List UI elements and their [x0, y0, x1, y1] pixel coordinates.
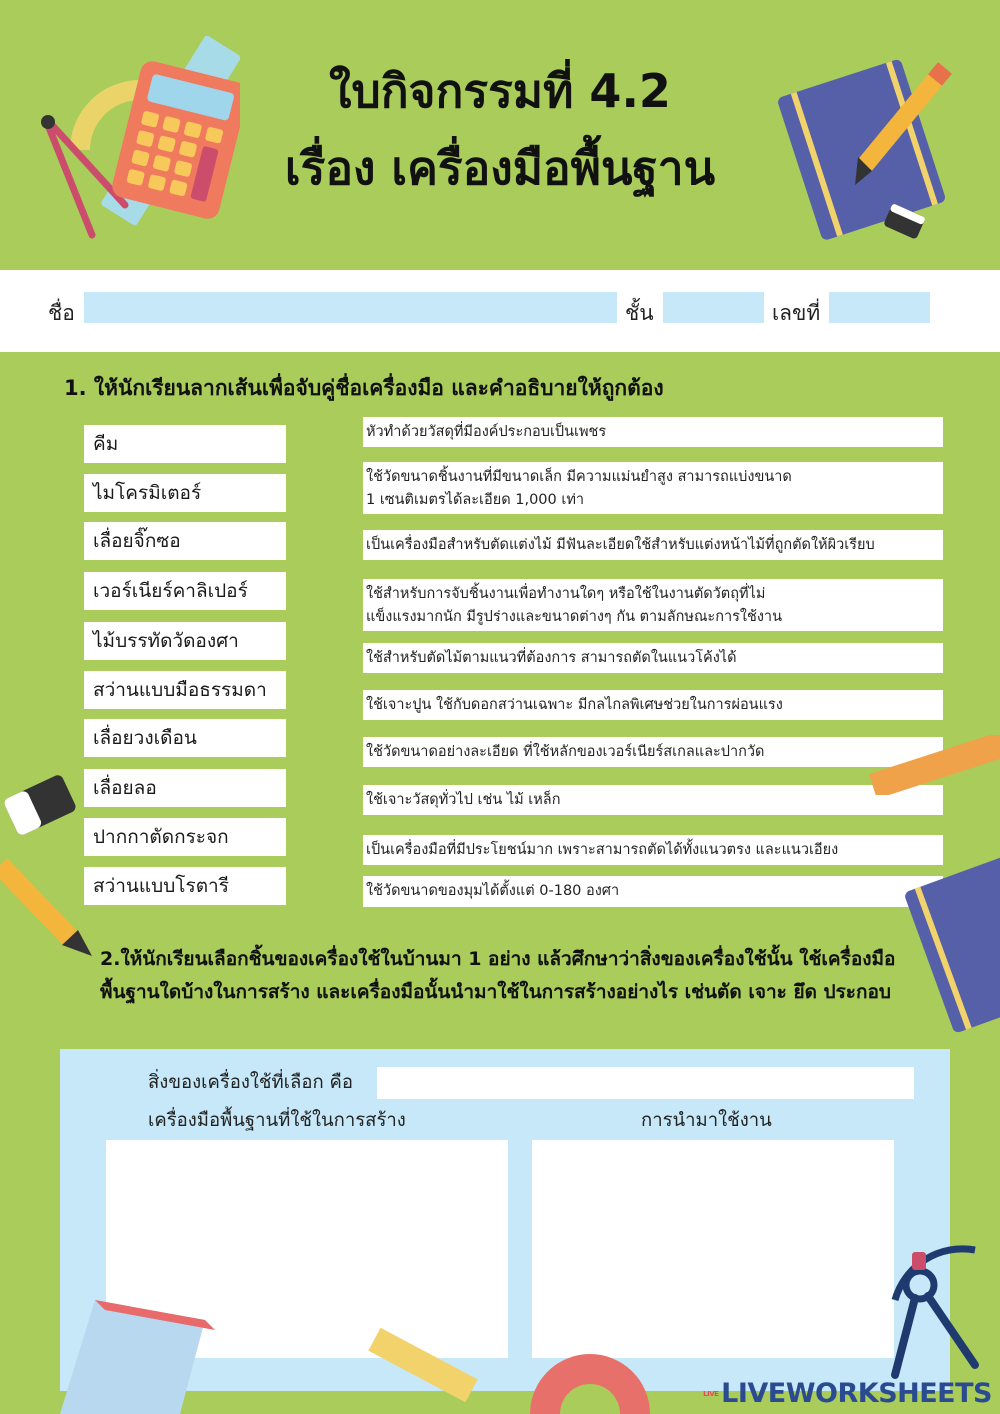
eraser-decoration	[0, 770, 80, 840]
book-icon	[60, 1300, 215, 1414]
logo-prefix: LIVE	[703, 1390, 719, 1398]
liveworksheets-logo	[703, 1378, 992, 1409]
usage-label: การนำมาใช้งาน	[641, 1110, 772, 1131]
ruler-icon	[869, 735, 1000, 795]
pencil-decoration-left	[0, 850, 100, 960]
ruler-icon	[368, 1328, 477, 1403]
question-1: 1. ให้นักเรียนลากเส้นเพื่อจับคู่ชื่อเครื่องมือ และคำอธิบายให้ถูกต้อง	[64, 376, 664, 400]
description-item[interactable]: หัวทำด้วยวัสดุที่มีองค์ประกอบเป็นเพชร	[363, 417, 943, 447]
eraser-icon	[3, 773, 78, 836]
page-title-line2: เรื่อง เครื่องมือพื้นฐาน	[284, 141, 716, 195]
chosen-item-field[interactable]	[377, 1067, 914, 1099]
ruler-decoration-right	[860, 735, 1000, 795]
tool-item[interactable]: เลื่อยจิ๊กซอ	[84, 522, 286, 560]
tool-item[interactable]: คีม	[84, 425, 286, 463]
page-title-line1: ใบกิจกรรมที่ 4.2	[329, 64, 671, 118]
description-item[interactable]: ใช้วัดขนาดของมุมได้ตั้งแต่ 0-180 องศา	[363, 876, 943, 907]
description-item[interactable]: ใช้วัดขนาดชิ้นงานที่มีขนาดเล็ก มีความแม่นยำสูง สามารถแบ่งขนาด 1 เซนติเมตรได้ละเอียด 1,000 เท่า	[363, 462, 943, 514]
tool-item[interactable]: สว่านแบบมือธรรมดา	[84, 671, 286, 709]
tool-item[interactable]: เลื่อยวงเดือน	[84, 719, 286, 757]
pencil-icon	[0, 865, 92, 956]
bottom-stationery-decoration	[0, 1280, 700, 1414]
chosen-item-label: สิ่งของเครื่องใช้ที่เลือก คือ	[148, 1072, 354, 1093]
number-field[interactable]	[829, 292, 930, 323]
description-item[interactable]: ใช้สำหรับตัดไม้ตามแนวที่ต้องการ สามารถตัดในแนวโค้งได้	[363, 643, 943, 673]
description-item[interactable]: ใช้เจาะวัสดุทั่วไป เช่น ไม้ เหล็ก	[363, 785, 943, 815]
description-item[interactable]: เป็นเครื่องมือที่มีประโยชน์มาก เพราะสามารถตัดได้ทั้งแนวตรง และแนวเอียง	[363, 835, 943, 865]
stationery-illustration-left	[30, 30, 240, 245]
tool-item[interactable]: ไมโครมิเตอร์	[84, 474, 286, 512]
tools-used-label: เครื่องมือพื้นฐานที่ใช้ในการสร้าง	[148, 1110, 406, 1131]
class-label: ชั้น	[625, 301, 654, 325]
tool-item[interactable]: ไม้บรรทัดวัดองศา	[84, 622, 286, 660]
logo-text: LIVEWORKSHEETS	[721, 1378, 992, 1409]
description-item[interactable]: เป็นเครื่องมือสำหรับตัดแต่งไม้ มีฟันละเอียดใช้สำหรับแต่งหน้าไม้ที่ถูกตัดให้ผิวเรียบ	[363, 530, 943, 560]
tool-item[interactable]: เลื่อยลอ	[84, 769, 286, 807]
tool-item[interactable]: ปากกาตัดกระจก	[84, 818, 286, 856]
number-label: เลขที่	[772, 301, 821, 325]
description-item[interactable]: ใช้สำหรับการจับชิ้นงานเพื่อทำงานใดๆ หรือใช้ในงานตัดวัตถุที่ไม่ แข็งแรงมากนัก มีรูปร่างและขนาดต่างๆ กัน ตามลักษณะการใช้งาน	[363, 579, 943, 631]
class-field[interactable]	[663, 292, 764, 323]
tool-item[interactable]: สว่านแบบโรตารี	[84, 867, 286, 905]
compass-decoration-right	[880, 1240, 990, 1380]
compass-icon	[895, 1249, 975, 1375]
description-item[interactable]: ใช้เจาะปูน ใช้กับดอกสว่านเฉพาะ มีกลไกลพิเศษช่วยในการผ่อนแรง	[363, 690, 943, 720]
name-label: ชื่อ	[48, 301, 75, 325]
description-item[interactable]: ใช้วัดขนาดอย่างละเอียด ที่ใช้หลักของเวอร์เนียร์สเกลและปากวัด	[363, 737, 943, 767]
question-2: 2.ให้นักเรียนเลือกชิ้นของเครื่องใช้ในบ้านมา 1 อย่าง แล้วศึกษาว่าสิ่งของเครื่องใช้นั้น ใช้เครื่องมือพื้นฐานใดบ้างในการสร้าง และเครื่องมือนั้นนำมาใช้ในการสร้างอย่างไร เช่นตัด เจาะ ยึด ประกอบ	[100, 948, 896, 1003]
name-field[interactable]	[84, 292, 617, 323]
tool-item[interactable]: เวอร์เนียร์คาลิเปอร์	[84, 572, 286, 610]
protractor-icon	[530, 1354, 650, 1414]
